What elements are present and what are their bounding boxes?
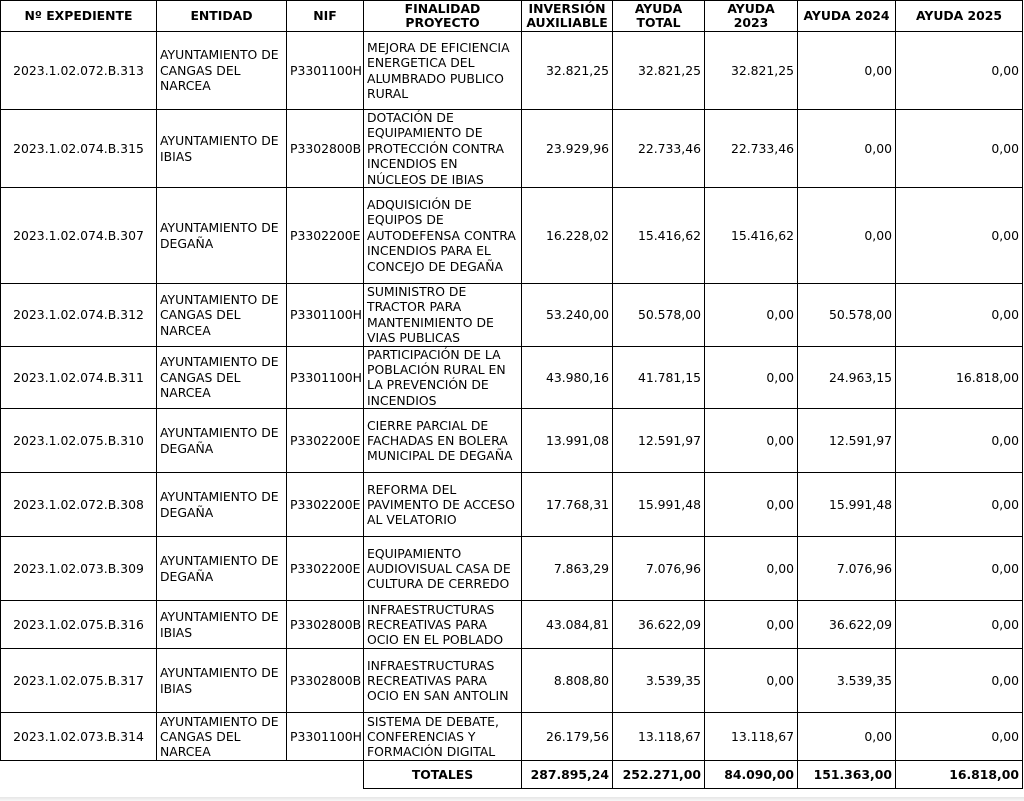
inversion-cell: 32.821,25 xyxy=(522,32,613,110)
ayuda-2025-cell: 0,00 xyxy=(896,409,1023,473)
entidad-cell: AYUNTAMIENTO DE CANGAS DEL NARCEA xyxy=(157,284,287,347)
nif-cell: P3301100H xyxy=(287,713,364,761)
ayuda-2023-cell: 0,00 xyxy=(705,649,798,713)
ayuda-total-cell: 50.578,00 xyxy=(613,284,705,347)
total-ayuda: 252.271,00 xyxy=(613,761,705,789)
entidad-cell: AYUNTAMIENTO DE DEGAÑA xyxy=(157,188,287,284)
nif-cell: P3301100H xyxy=(287,346,364,409)
inversion-cell: 53.240,00 xyxy=(522,284,613,347)
header-ayuda-2025: AYUDA 2025 xyxy=(896,1,1023,32)
expediente-cell: 2023.1.02.074.B.311 xyxy=(1,346,157,409)
ayuda-2023-cell: 15.416,62 xyxy=(705,188,798,284)
ayuda-2025-cell: 0,00 xyxy=(896,649,1023,713)
ayuda-2023-cell: 0,00 xyxy=(705,346,798,409)
total-inversion: 287.895,24 xyxy=(522,761,613,789)
inversion-cell: 8.808,80 xyxy=(522,649,613,713)
entidad-cell: AYUNTAMIENTO DE DEGAÑA xyxy=(157,409,287,473)
nif-cell: P3302200E xyxy=(287,537,364,601)
finalidad-cell: ADQUISICIÓN DE EQUIPOS DE AUTODEFENSA CONTRA INCENDIOS PARA EL CONCEJO DE DEGAÑA xyxy=(364,188,522,284)
nif-cell: P3302800B xyxy=(287,649,364,713)
finalidad-cell: INFRAESTRUCTURAS RECREATIVAS PARA OCIO EN SAN ANTOLIN xyxy=(364,649,522,713)
ayuda-2024-cell: 0,00 xyxy=(798,713,896,761)
inversion-cell: 26.179,56 xyxy=(522,713,613,761)
ayuda-2025-cell: 0,00 xyxy=(896,32,1023,110)
ayuda-total-cell: 36.622,09 xyxy=(613,601,705,649)
finalidad-cell: PARTICIPACIÓN DE LA POBLACIÓN RURAL EN LA PREVENCIÓN DE INCENDIOS xyxy=(364,346,522,409)
ayuda-2025-cell: 0,00 xyxy=(896,110,1023,188)
inversion-cell: 13.991,08 xyxy=(522,409,613,473)
header-ayuda-total: AYUDA TOTAL xyxy=(613,1,705,32)
ayuda-2025-cell: 0,00 xyxy=(896,601,1023,649)
ayuda-2024-cell: 0,00 xyxy=(798,110,896,188)
header-ayuda-2023: AYUDA 2023 xyxy=(705,1,798,32)
finalidad-cell: EQUIPAMIENTO AUDIOVISUAL CASA DE CULTURA DE CERREDO xyxy=(364,537,522,601)
table-body xyxy=(1,32,1023,761)
finalidad-cell: CIERRE PARCIAL DE FACHADAS EN BOLERA MUNICIPAL DE DEGAÑA xyxy=(364,409,522,473)
nif-cell: P3302200E xyxy=(287,473,364,537)
expediente-cell: 2023.1.02.073.B.314 xyxy=(1,713,157,761)
ayuda-2023-cell: 32.821,25 xyxy=(705,32,798,110)
ayuda-2024-cell: 24.963,15 xyxy=(798,346,896,409)
inversion-cell: 7.863,29 xyxy=(522,537,613,601)
finalidad-cell: SUMINISTRO DE TRACTOR PARA MANTENIMIENTO DE VIAS PUBLICAS xyxy=(364,284,522,347)
ayuda-2024-cell: 50.578,00 xyxy=(798,284,896,347)
ayuda-2025-cell: 0,00 xyxy=(896,713,1023,761)
nif-cell: P3301100H xyxy=(287,32,364,110)
finalidad-cell: INFRAESTRUCTURAS RECREATIVAS PARA OCIO EN EL POBLADO xyxy=(364,601,522,649)
expediente-cell: 2023.1.02.075.B.310 xyxy=(1,409,157,473)
ayuda-total-cell: 32.821,25 xyxy=(613,32,705,110)
table-row xyxy=(1,713,1023,761)
table-row xyxy=(1,32,1023,110)
table-row xyxy=(1,537,1023,601)
header-nif: NIF xyxy=(287,1,364,32)
nif-cell: P3302800B xyxy=(287,601,364,649)
expediente-cell: 2023.1.02.074.B.307 xyxy=(1,188,157,284)
total-2023: 84.090,00 xyxy=(705,761,798,789)
total-2025: 16.818,00 xyxy=(896,761,1023,789)
expediente-cell: 2023.1.02.074.B.315 xyxy=(1,110,157,188)
ayuda-total-cell: 41.781,15 xyxy=(613,346,705,409)
ayuda-2024-cell: 12.591,97 xyxy=(798,409,896,473)
ayuda-2023-cell: 0,00 xyxy=(705,284,798,347)
ayuda-2024-cell: 15.991,48 xyxy=(798,473,896,537)
ayuda-total-cell: 22.733,46 xyxy=(613,110,705,188)
ayuda-2025-cell: 0,00 xyxy=(896,473,1023,537)
totals-row xyxy=(1,761,1023,789)
header-inversion: INVERSIÓN AUXILIABLE xyxy=(522,1,613,32)
table-row xyxy=(1,110,1023,188)
ayuda-2024-cell: 0,00 xyxy=(798,32,896,110)
inversion-cell: 17.768,31 xyxy=(522,473,613,537)
totals-spacer xyxy=(1,761,364,789)
ayuda-2025-cell: 0,00 xyxy=(896,188,1023,284)
table-row xyxy=(1,409,1023,473)
table-row xyxy=(1,473,1023,537)
entidad-cell: AYUNTAMIENTO DE IBIAS xyxy=(157,601,287,649)
ayuda-2023-cell: 0,00 xyxy=(705,409,798,473)
entidad-cell: AYUNTAMIENTO DE DEGAÑA xyxy=(157,537,287,601)
header-expediente: Nº EXPEDIENTE xyxy=(1,1,157,32)
entidad-cell: AYUNTAMIENTO DE IBIAS xyxy=(157,110,287,188)
inversion-cell: 16.228,02 xyxy=(522,188,613,284)
ayuda-2023-cell: 0,00 xyxy=(705,473,798,537)
entidad-cell: AYUNTAMIENTO DE IBIAS xyxy=(157,649,287,713)
page-edge-shadow xyxy=(0,797,1024,801)
ayuda-2025-cell: 0,00 xyxy=(896,284,1023,347)
entidad-cell: AYUNTAMIENTO DE DEGAÑA xyxy=(157,473,287,537)
expediente-cell: 2023.1.02.073.B.309 xyxy=(1,537,157,601)
nif-cell: P3302200E xyxy=(287,188,364,284)
expediente-cell: 2023.1.02.074.B.312 xyxy=(1,284,157,347)
table-row xyxy=(1,601,1023,649)
table-row xyxy=(1,346,1023,409)
finalidad-cell: REFORMA DEL PAVIMENTO DE ACCESO AL VELATORIO xyxy=(364,473,522,537)
inversion-cell: 43.980,16 xyxy=(522,346,613,409)
entidad-cell: AYUNTAMIENTO DE CANGAS DEL NARCEA xyxy=(157,32,287,110)
ayuda-2025-cell: 16.818,00 xyxy=(896,346,1023,409)
finalidad-cell: MEJORA DE EFICIENCIA ENERGETICA DEL ALUMBRADO PUBLICO RURAL xyxy=(364,32,522,110)
expediente-cell: 2023.1.02.075.B.316 xyxy=(1,601,157,649)
nif-cell: P3301100H xyxy=(287,284,364,347)
ayuda-2024-cell: 3.539,35 xyxy=(798,649,896,713)
ayuda-total-cell: 7.076,96 xyxy=(613,537,705,601)
ayuda-2023-cell: 22.733,46 xyxy=(705,110,798,188)
entidad-cell: AYUNTAMIENTO DE CANGAS DEL NARCEA xyxy=(157,346,287,409)
ayuda-2024-cell: 0,00 xyxy=(798,188,896,284)
expediente-cell: 2023.1.02.072.B.313 xyxy=(1,32,157,110)
table-row xyxy=(1,649,1023,713)
inversion-cell: 23.929,96 xyxy=(522,110,613,188)
table-row xyxy=(1,284,1023,347)
ayuda-2025-cell: 0,00 xyxy=(896,537,1023,601)
inversion-cell: 43.084,81 xyxy=(522,601,613,649)
totals-label: TOTALES xyxy=(364,761,522,789)
entidad-cell: AYUNTAMIENTO DE CANGAS DEL NARCEA xyxy=(157,713,287,761)
ayuda-total-cell: 3.539,35 xyxy=(613,649,705,713)
total-2024: 151.363,00 xyxy=(798,761,896,789)
ayuda-2023-cell: 13.118,67 xyxy=(705,713,798,761)
ayuda-2023-cell: 0,00 xyxy=(705,537,798,601)
nif-cell: P3302200E xyxy=(287,409,364,473)
ayuda-2024-cell: 36.622,09 xyxy=(798,601,896,649)
header-entidad: ENTIDAD xyxy=(157,1,287,32)
ayuda-2024-cell: 7.076,96 xyxy=(798,537,896,601)
finalidad-cell: SISTEMA DE DEBATE, CONFERENCIAS Y FORMACIÓN DIGITAL xyxy=(364,713,522,761)
ayuda-2023-cell: 0,00 xyxy=(705,601,798,649)
expediente-cell: 2023.1.02.072.B.308 xyxy=(1,473,157,537)
header-ayuda-2024: AYUDA 2024 xyxy=(798,1,896,32)
ayuda-total-cell: 12.591,97 xyxy=(613,409,705,473)
finalidad-cell: DOTACIÓN DE EQUIPAMIENTO DE PROTECCIÓN CONTRA INCENDIOS EN NÚCLEOS DE IBIAS xyxy=(364,110,522,188)
nif-cell: P3302800B xyxy=(287,110,364,188)
table-row xyxy=(1,188,1023,284)
header-row xyxy=(1,1,1023,32)
expediente-cell: 2023.1.02.075.B.317 xyxy=(1,649,157,713)
ayuda-total-cell: 15.991,48 xyxy=(613,473,705,537)
ayuda-total-cell: 13.118,67 xyxy=(613,713,705,761)
ayuda-total-cell: 15.416,62 xyxy=(613,188,705,284)
header-finalidad: FINALIDAD PROYECTO xyxy=(364,1,522,32)
